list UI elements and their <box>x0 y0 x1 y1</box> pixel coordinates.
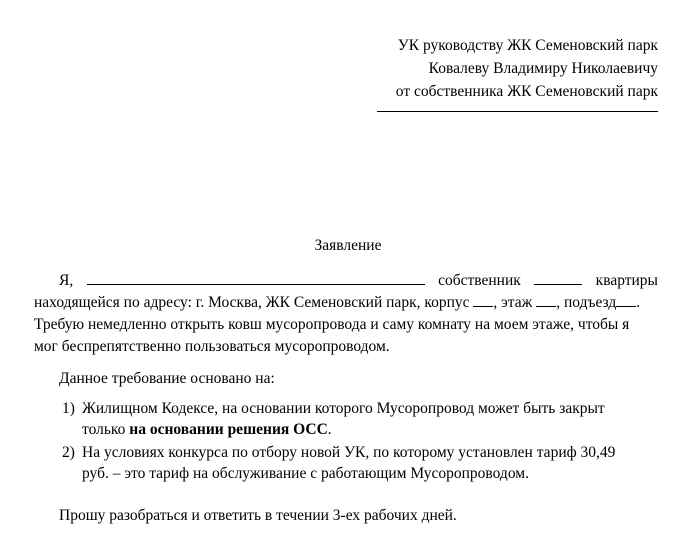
list-item-1-prefix: только <box>82 421 130 438</box>
line-end-dot: . <box>636 294 641 311</box>
addressee-line-3: от собственника ЖК Семеновский парк <box>395 83 658 100</box>
demand-line-2: мог беспрепятственно пользоваться мусоропроводом. <box>34 338 390 355</box>
list-item-2-line-1: На условиях конкурса по отбору новой УК, по которому установлен тариф 30,49 <box>82 444 616 461</box>
apartment-number-blank <box>534 270 582 285</box>
document-title: Заявление <box>314 237 382 254</box>
statement-ya: Я, <box>59 272 74 289</box>
list-item <box>62 398 662 440</box>
statement-line-3 <box>34 314 658 336</box>
list-item-text <box>82 398 605 440</box>
statement-apartment: квартиры <box>595 272 658 289</box>
building-blank <box>473 292 493 307</box>
floor-blank <box>536 292 556 307</box>
list-item-1-bold: на основании решения ОСС <box>129 421 328 438</box>
statement-line-1 <box>34 270 658 292</box>
basis-list <box>62 398 662 486</box>
statement-owner: собственник <box>438 272 521 289</box>
statement-line-4 <box>34 336 658 358</box>
entrance-blank <box>616 292 636 307</box>
addressee-line-2: Ковалеву Владимиру Николаевичу <box>428 60 658 77</box>
entrance-label: , подъезд <box>556 294 617 311</box>
list-item <box>62 442 662 484</box>
basis-intro: Данное требование основано на: <box>59 370 275 387</box>
list-item-1-suffix: . <box>327 421 332 438</box>
name-blank <box>87 270 425 285</box>
statement-paragraph <box>34 270 658 358</box>
list-number: 2) <box>62 444 75 461</box>
list-item-1-line-1: Жилищном Кодексе, на основании которого Мусоропровод может быть закрыт <box>82 400 605 417</box>
demand-line-1: Требую немедленно открыть ковш мусоропровода и саму комнату на моем этаже, чтобы я <box>34 316 630 333</box>
address-prefix: находящейся по адресу: г. Москва, ЖК Семеновский парк, корпус <box>34 294 470 311</box>
statement-line-2 <box>34 292 658 314</box>
addressee-block <box>396 34 658 103</box>
list-number: 1) <box>62 400 75 417</box>
list-item-text <box>82 442 615 484</box>
closing-request: Прошу разобраться и ответить в течении 3-ех рабочих дней. <box>59 507 457 524</box>
list-item-1-line-2 <box>82 419 605 440</box>
sender-name-blank <box>377 111 658 112</box>
addressee-line-1: УК руководству ЖК Семеновский парк <box>397 37 658 54</box>
list-item-2-line-2: руб. – это тариф на обслуживание с работающим Мусоропроводом. <box>82 465 529 482</box>
floor-label: , этаж <box>493 294 533 311</box>
